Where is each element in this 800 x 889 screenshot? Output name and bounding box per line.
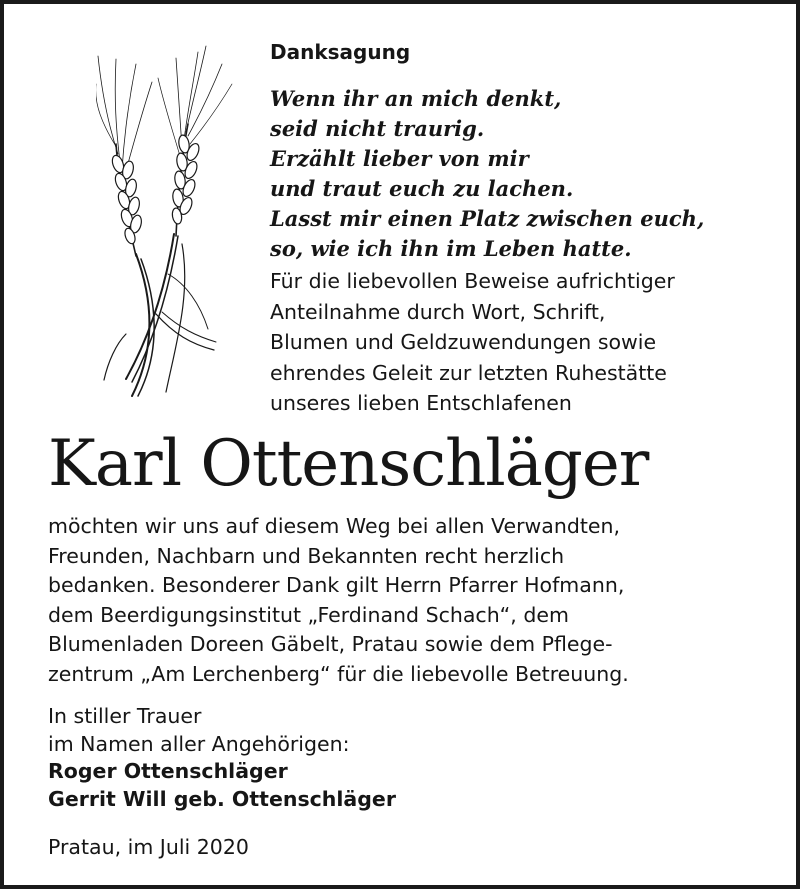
intro-line: Anteilnahme durch Wort, Schrift, [270, 299, 606, 324]
body-line: Blumenladen Doreen Gäbelt, Pratau sowie dem Pflege- [48, 632, 613, 656]
signoff-line: im Namen aller Angehörigen: [48, 731, 350, 756]
body-line: dem Beerdigungsinstitut „Ferdinand Schach“, dem [48, 602, 569, 627]
poem-line: Erzählt lieber von mir [270, 146, 529, 171]
poem-line: seid nicht traurig. [270, 116, 485, 141]
body-line: Freunden, Nachbarn und Bekannten recht herzlich [48, 543, 565, 568]
body-line: zentrum „Am Lerchenberg“ für die liebevolle Betreuung. [48, 661, 629, 686]
poem-line: Wenn ihr an mich denkt, [270, 86, 562, 111]
mourner-name: Roger Ottenschläger [48, 759, 288, 783]
mourner-name: Gerrit Will geb. Ottenschläger [48, 786, 396, 811]
poem-line: so, wie ich ihn im Leben hatte. [270, 236, 632, 261]
place-date: Pratau, im Juli 2020 [48, 835, 249, 859]
poem-line: Lasst mir einen Platz zwischen euch, [270, 206, 705, 231]
notice-heading: Danksagung [270, 40, 411, 64]
body-line: möchten wir uns auf diesem Weg bei allen Verwandten, [48, 514, 620, 538]
signoff [48, 703, 396, 813]
poem [270, 84, 704, 264]
intro-line: Für die liebevollen Beweise aufrichtiger [270, 269, 675, 293]
intro-paragraph [270, 266, 675, 419]
intro-line: ehrendes Geleit zur letzten Ruhestätte [270, 360, 667, 385]
poem-line: und traut euch zu lachen. [270, 176, 574, 201]
wheat-ears-icon [96, 44, 236, 404]
thanks-paragraph [48, 512, 629, 689]
intro-line: unseres lieben Entschlafenen [270, 391, 572, 415]
body-line: bedanken. Besonderer Dank gilt Herrn Pfarrer Hofmann, [48, 573, 625, 597]
signoff-line: In stiller Trauer [48, 704, 202, 728]
deceased-name: Karl Ottenschläger [48, 427, 649, 501]
intro-line: Blumen und Geldzuwendungen sowie [270, 330, 657, 354]
